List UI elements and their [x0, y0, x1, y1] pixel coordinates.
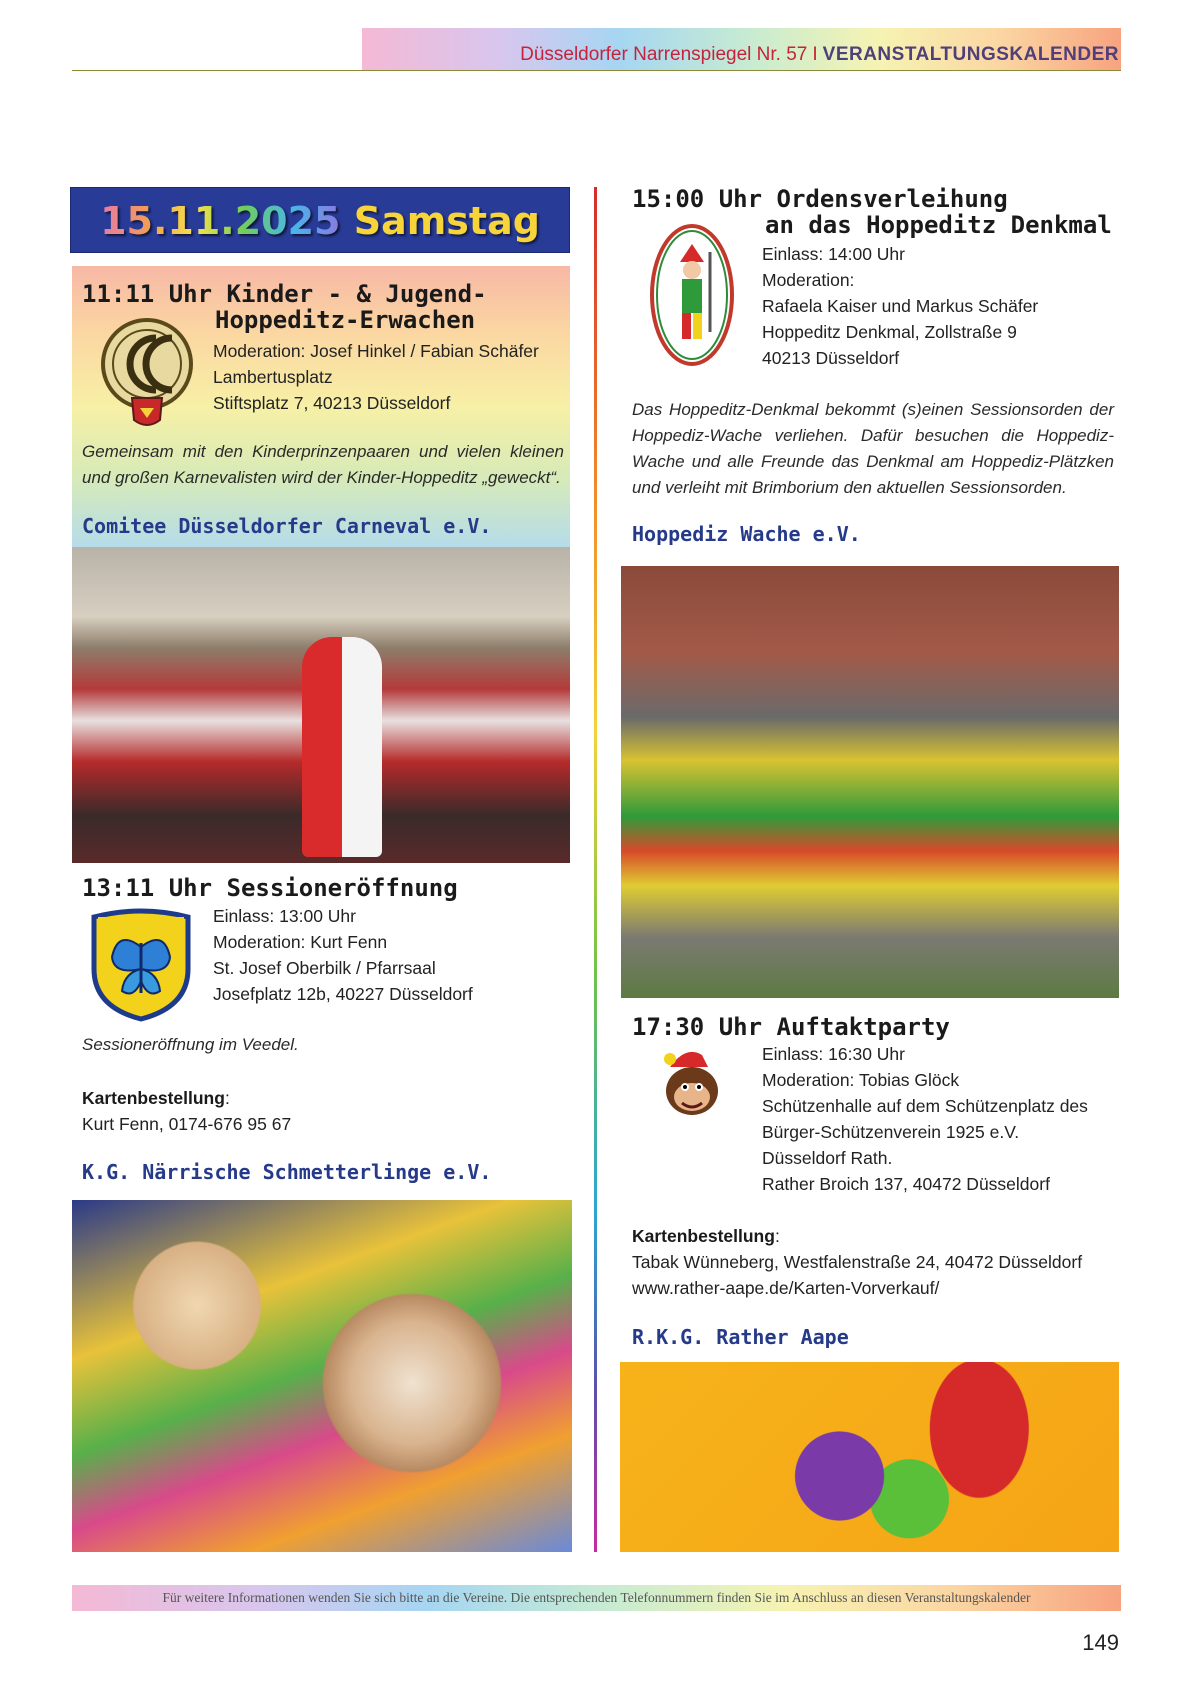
footer-note: Für weitere Informationen wenden Sie sich bitte an die Vereine. Die entsprechenden Telefonnummern finden Sie im Anschluss an diesen Veranstaltungskalender [72, 1585, 1121, 1611]
event-organizer: Comitee Düsseldorfer Carneval e.V. [82, 514, 492, 538]
event-title: 11:11 Uhr Kinder - & Jugend- [82, 280, 487, 308]
hoppeditz-figure [302, 637, 382, 857]
publication-name: Düsseldorfer Narrenspiegel Nr. 57 [520, 44, 808, 65]
hoppediz-wache-logo-icon [648, 222, 736, 368]
event-info-line: Einlass: 16:30 Uhr [762, 1044, 905, 1064]
page-number: 149 [1082, 1630, 1119, 1655]
event-date: 15.11.2025 [100, 199, 341, 243]
event-title-line2: an das Hoppeditz Denkmal [765, 211, 1112, 239]
event-info-line: Moderation: Kurt Fenn [213, 932, 388, 952]
butterfly-shield-logo-icon [86, 907, 196, 1022]
tickets-contact: Tabak Wünneberg, Westfalenstraße 24, 40472 Düsseldorf [632, 1252, 1083, 1272]
event-info-line: Düsseldorf Rath. [762, 1148, 893, 1168]
column-divider [594, 187, 597, 1552]
event-description: Das Hoppeditz-Denkmal bekommt (s)einen Sessionsorden der Hoppediz-Wache verliehen. Dafür besuchen die Hoppediz-Wache und alle Freunde das Denkmal am Hoppediz-Plätzken und verleiht mit Brimborium den aktuellen Sessionsorden. [632, 400, 1114, 497]
party-decorations-photo [620, 1362, 1119, 1552]
event-info-line: Stiftsplatz 7, 40213 Düsseldorf [213, 393, 451, 413]
event-weekday: Samstag [353, 199, 540, 243]
running-header [520, 43, 1119, 67]
event-info-line: Josefplatz 12b, 40227 Düsseldorf [213, 984, 473, 1004]
event-info-line: Lambertusplatz [213, 367, 333, 387]
hoppeditz-crowd-photo [72, 547, 570, 863]
comitee-logo-icon [94, 316, 200, 432]
hoppediz-wache-group-photo [621, 566, 1119, 998]
event-info-line: Rafaela Kaiser und Markus Schäfer [762, 296, 1039, 316]
event-title-line2: Hoppeditz-Erwachen [215, 306, 476, 334]
event-organizer: Hoppediz Wache e.V. [632, 522, 861, 546]
event-description: Sessioneröffnung im Veedel. [82, 1035, 299, 1054]
header-separator: I [812, 44, 818, 65]
event-info-line: Einlass: 13:00 Uhr [213, 906, 356, 926]
event-info-line: Moderation: [762, 270, 855, 290]
tickets-label: Kartenbestellung: [632, 1226, 780, 1246]
event-info-line: Schützenhalle auf dem Schützenplatz des [762, 1096, 1088, 1116]
section-name: VERANSTALTUNGSKALENDER [822, 44, 1119, 65]
tickets-url[interactable]: www.rather-aape.de/Karten-Vorverkauf/ [632, 1278, 940, 1298]
event-description: Gemeinsam mit den Kinderprinzenpaaren und vielen kleinen und großen Karnevalisten wird der Kinder-Hoppeditz „geweckt“. [82, 442, 564, 487]
event-info-line: Moderation: Josef Hinkel / Fabian Schäfer [213, 341, 539, 361]
event-organizer: K.G. Närrische Schmetterlinge e.V. [82, 1160, 492, 1184]
date-banner [70, 187, 570, 253]
krapfen-streamers-photo [72, 1200, 572, 1552]
event-title: 13:11 Uhr Sessioneröffnung [82, 874, 458, 902]
event-info-line: Rather Broich 137, 40472 Düsseldorf [762, 1174, 1050, 1194]
event-info-line: Bürger-Schützenverein 1925 e.V. [762, 1122, 1020, 1142]
event-info-line: St. Josef Oberbilk / Pfarrsaal [213, 958, 436, 978]
header-rule [72, 70, 1121, 71]
event-title: 17:30 Uhr Auftaktparty [632, 1013, 950, 1041]
event-info-line: Hoppeditz Denkmal, Zollstraße 9 [762, 322, 1017, 342]
event-organizer: R.K.G. Rather Aape [632, 1325, 849, 1349]
event-info-line: Moderation: Tobias Glöck [762, 1070, 960, 1090]
tickets-label: Kartenbestellung: [82, 1088, 230, 1108]
rather-aape-monkey-logo-icon [630, 1045, 755, 1155]
event-info-line: 40213 Düsseldorf [762, 348, 900, 368]
tickets-contact: Kurt Fenn, 0174-676 95 67 [82, 1114, 292, 1134]
event-title: 15:00 Uhr Ordensverleihung [632, 185, 1008, 213]
event-info-line: Einlass: 14:00 Uhr [762, 244, 905, 264]
